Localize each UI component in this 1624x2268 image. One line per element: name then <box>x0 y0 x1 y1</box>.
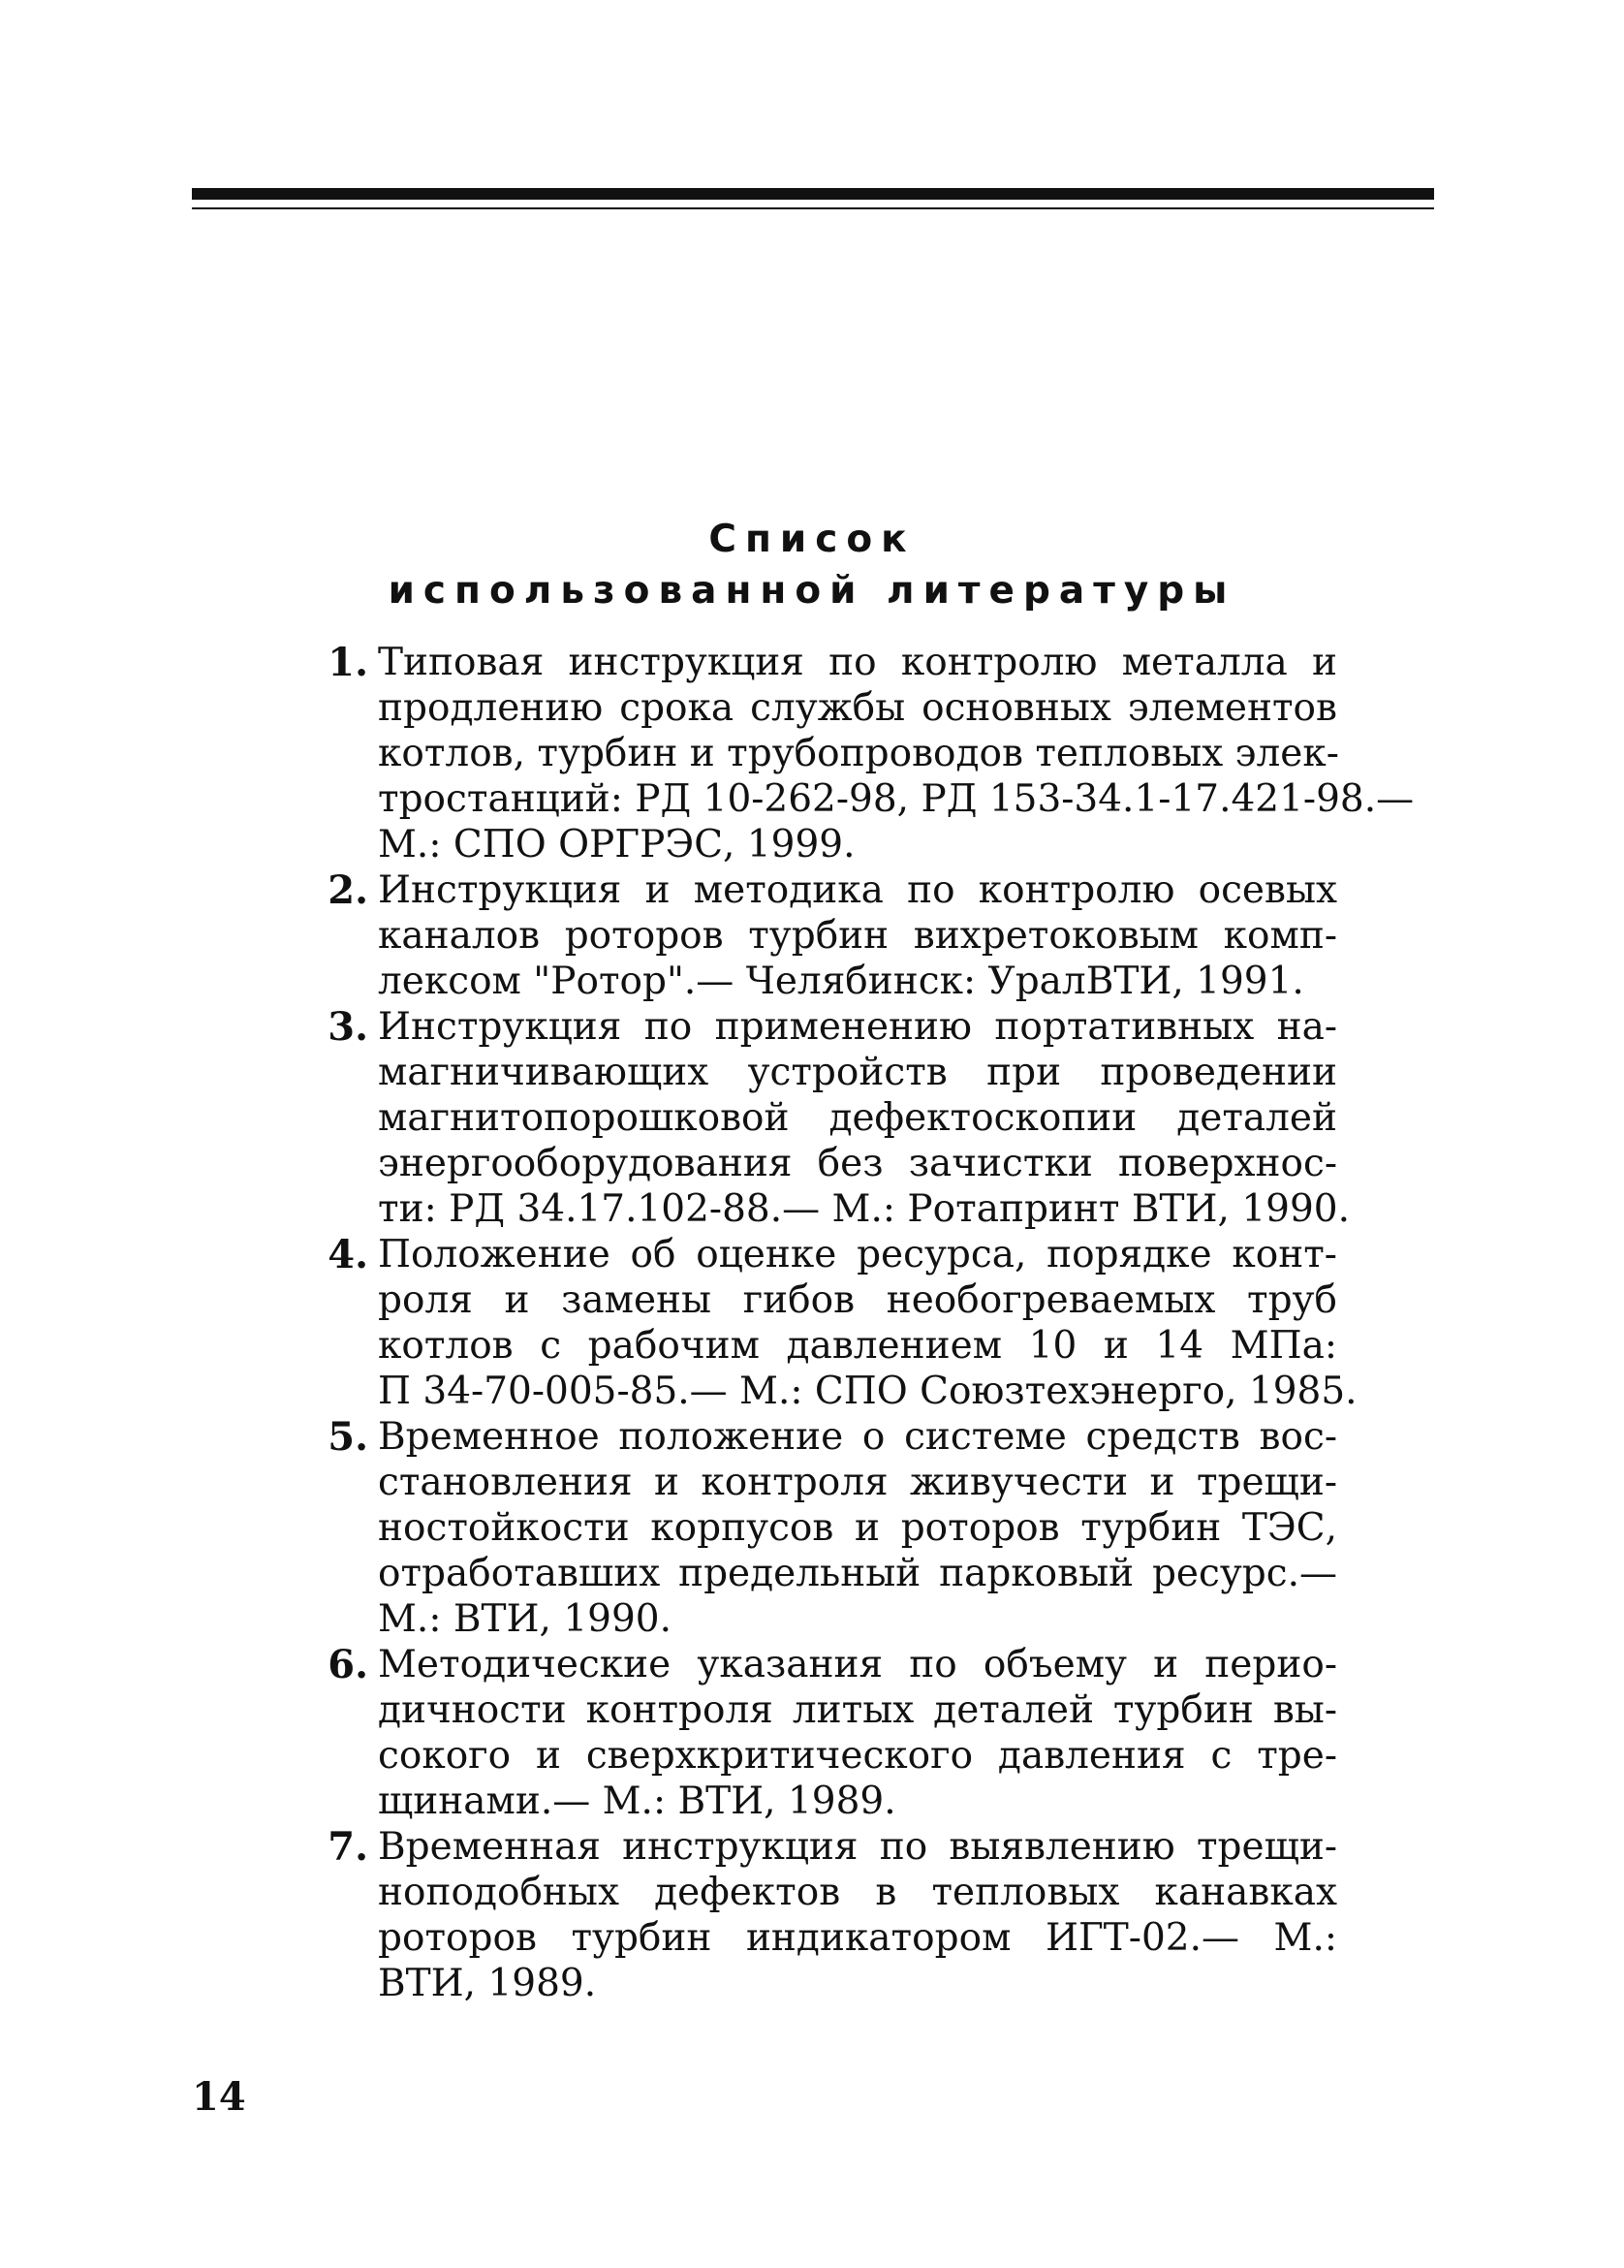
reference-number: 5. <box>328 1414 368 1460</box>
reference-line: Временная инструкция по выявлению трещи- <box>378 1825 1337 1869</box>
heading-line-1: Список <box>708 518 916 561</box>
reference-line: Инструкция по применению портативных на- <box>378 1005 1337 1049</box>
reference-line: магничивающих устройств при проведении <box>378 1051 1337 1094</box>
reference-line: Методические указания по объему и перио- <box>378 1643 1337 1686</box>
header-rule-thick <box>192 188 1434 200</box>
reference-line: ти: РД 34.17.102-88.— М.: Ротапринт ВТИ, 1990. <box>378 1187 1350 1231</box>
reference-line: щинами.— М.: ВТИ, 1989. <box>378 1780 896 1823</box>
reference-line: тростанций: РД 10-262-98, РД 153-34.1-17.421-98.— <box>378 777 1415 821</box>
reference-item <box>320 1414 1337 1642</box>
reference-item <box>320 1824 1337 2006</box>
reference-number: 4. <box>328 1232 368 1277</box>
section-heading <box>194 514 1430 616</box>
reference-line: Инструкция и методика по контролю осевых <box>378 868 1337 912</box>
reference-line: Типовая инструкция по контролю металла и <box>378 641 1337 684</box>
header-rule-thin <box>192 207 1434 209</box>
reference-line: ВТИ, 1989. <box>378 1962 597 2005</box>
reference-item <box>320 867 1337 1004</box>
reference-number: 2. <box>328 867 368 913</box>
reference-line: сокого и сверхкритического давления с тре- <box>378 1734 1337 1778</box>
reference-number: 7. <box>328 1824 368 1870</box>
reference-line: котлов, турбин и трубопроводов тепловых элек- <box>378 732 1339 775</box>
reference-line: магнитопорошковой дефектоскопии деталей <box>378 1096 1337 1140</box>
reference-item <box>320 1004 1350 1232</box>
reference-line: энергооборудования без зачистки поверхнос- <box>378 1142 1337 1185</box>
page-number: 14 <box>192 2074 246 2120</box>
reference-line: продлению срока службы основных элементов <box>378 686 1337 730</box>
reference-line: дичности контроля литых деталей турбин вы- <box>378 1688 1337 1732</box>
reference-line: котлов с рабочим давлением 10 и 14 МПа: <box>378 1324 1337 1368</box>
reference-line: роля и замены гибов необогреваемых труб <box>378 1278 1337 1322</box>
reference-line: П 34-70-005-85.— М.: СПО Союзтехэнерго, 1985. <box>378 1370 1358 1413</box>
reference-number: 3. <box>328 1004 368 1050</box>
reference-line: лексом "Ротор".— Челябинск: УралВТИ, 1991. <box>378 960 1304 1003</box>
reference-number: 6. <box>328 1642 368 1687</box>
reference-line: М.: СПО ОРГРЭС, 1999. <box>378 823 856 866</box>
reference-line: становления и контроля живучести и трещи- <box>378 1461 1337 1504</box>
reference-line: Временное положение о системе средств вос- <box>378 1415 1337 1459</box>
reference-line: каналов роторов турбин вихретоковым комп- <box>378 914 1337 958</box>
reference-number: 1. <box>328 640 368 685</box>
reference-list <box>320 640 1415 2006</box>
reference-item <box>320 1642 1337 1824</box>
reference-line: М.: ВТИ, 1990. <box>378 1597 671 1641</box>
reference-item <box>320 1232 1358 1414</box>
reference-line: Положение об оценке ресурса, порядке конт- <box>378 1233 1337 1276</box>
reference-item <box>320 640 1415 867</box>
reference-line: ноподобных дефектов в тепловых канавках <box>378 1871 1337 1914</box>
reference-line: отработавших предельный парковый ресурс.— <box>378 1552 1337 1595</box>
reference-line: ностойкости корпусов и роторов турбин ТЭС, <box>378 1506 1337 1550</box>
heading-line-2: использованной литературы <box>388 569 1236 613</box>
reference-line: роторов турбин индикатором ИГТ-02.— М.: <box>378 1916 1337 1960</box>
